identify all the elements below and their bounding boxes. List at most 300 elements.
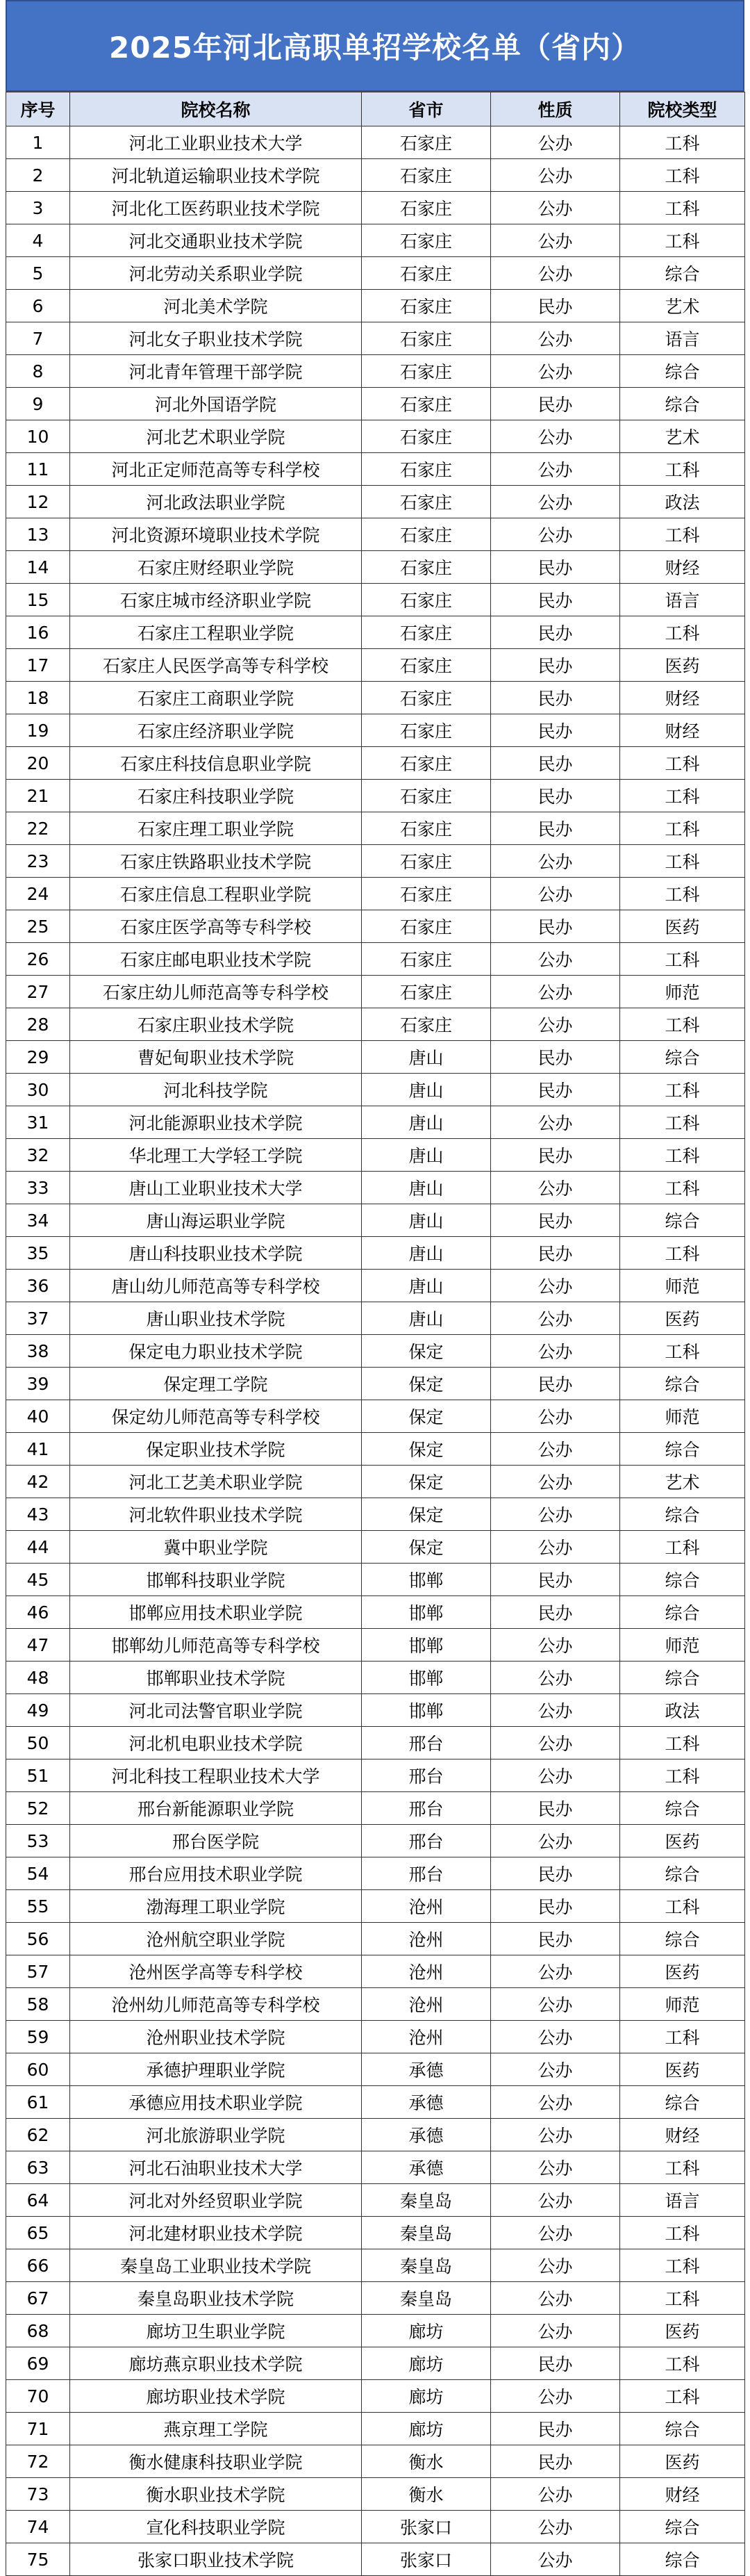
table-row bbox=[6, 1727, 745, 1759]
cell-school-type: 医药 bbox=[620, 1955, 745, 1988]
cell-school-name: 石家庄科技信息职业学院 bbox=[70, 747, 362, 780]
cell-city: 邯郸 bbox=[362, 1564, 491, 1596]
cell-index: 59 bbox=[6, 2021, 70, 2053]
table-row bbox=[6, 1074, 745, 1106]
table-row bbox=[6, 224, 745, 257]
cell-nature: 民办 bbox=[491, 812, 620, 845]
cell-index: 54 bbox=[6, 1857, 70, 1890]
table-row bbox=[6, 1629, 745, 1662]
cell-index: 25 bbox=[6, 910, 70, 943]
cell-school-name: 河北科技学院 bbox=[70, 1074, 362, 1106]
cell-school-name: 石家庄工商职业学院 bbox=[70, 682, 362, 714]
cell-school-type: 综合 bbox=[620, 257, 745, 290]
table-row bbox=[6, 322, 745, 355]
cell-school-type: 工科 bbox=[620, 943, 745, 976]
cell-index: 3 bbox=[6, 192, 70, 224]
cell-school-name: 河北机电职业技术学院 bbox=[70, 1727, 362, 1759]
page-title: 2025年河北高职单招学校名单（省内） bbox=[6, 0, 744, 92]
table-row bbox=[6, 747, 745, 780]
cell-index: 62 bbox=[6, 2119, 70, 2151]
table-row bbox=[6, 486, 745, 518]
cell-school-type: 语言 bbox=[620, 322, 745, 355]
cell-city: 石家庄 bbox=[362, 551, 491, 584]
cell-nature: 公办 bbox=[491, 1498, 620, 1531]
cell-city: 廊坊 bbox=[362, 2380, 491, 2413]
cell-nature: 民办 bbox=[491, 714, 620, 747]
cell-city: 秦皇岛 bbox=[362, 2184, 491, 2217]
cell-school-name: 沧州职业技术学院 bbox=[70, 2021, 362, 2053]
cell-school-type: 语言 bbox=[620, 584, 745, 616]
cell-school-name: 保定理工学院 bbox=[70, 1368, 362, 1400]
cell-city: 石家庄 bbox=[362, 584, 491, 616]
cell-index: 28 bbox=[6, 1008, 70, 1041]
cell-index: 4 bbox=[6, 224, 70, 257]
cell-city: 石家庄 bbox=[362, 682, 491, 714]
header-row bbox=[6, 92, 745, 126]
cell-index: 75 bbox=[6, 2543, 70, 2576]
table-row bbox=[6, 2151, 745, 2184]
cell-school-name: 河北司法警官职业学院 bbox=[70, 1694, 362, 1727]
cell-school-type: 综合 bbox=[620, 1792, 745, 1825]
cell-nature: 公办 bbox=[491, 518, 620, 551]
table-row bbox=[6, 2380, 745, 2413]
cell-index: 53 bbox=[6, 1825, 70, 1857]
table-row bbox=[6, 1596, 745, 1629]
cell-index: 66 bbox=[6, 2249, 70, 2282]
cell-nature: 公办 bbox=[491, 257, 620, 290]
cell-school-name: 承德应用技术职业学院 bbox=[70, 2086, 362, 2119]
cell-nature: 公办 bbox=[491, 1955, 620, 1988]
cell-index: 10 bbox=[6, 420, 70, 453]
cell-city: 邢台 bbox=[362, 1825, 491, 1857]
cell-school-type: 工科 bbox=[620, 2282, 745, 2315]
cell-school-name: 石家庄医学高等专科学校 bbox=[70, 910, 362, 943]
table-row bbox=[6, 2445, 745, 2478]
cell-index: 60 bbox=[6, 2053, 70, 2086]
cell-school-name: 石家庄工程职业学院 bbox=[70, 616, 362, 649]
table-row bbox=[6, 812, 745, 845]
cell-nature: 公办 bbox=[491, 2315, 620, 2347]
cell-index: 34 bbox=[6, 1204, 70, 1237]
cell-school-name: 邢台新能源职业学院 bbox=[70, 1792, 362, 1825]
cell-school-name: 河北劳动关系职业学院 bbox=[70, 257, 362, 290]
cell-index: 44 bbox=[6, 1531, 70, 1564]
cell-city: 邢台 bbox=[362, 1857, 491, 1890]
cell-index: 65 bbox=[6, 2217, 70, 2249]
table-row bbox=[6, 257, 745, 290]
table-row bbox=[6, 1433, 745, 1466]
cell-city: 石家庄 bbox=[362, 420, 491, 453]
cell-nature: 民办 bbox=[491, 747, 620, 780]
table-row bbox=[6, 192, 745, 224]
cell-school-name: 唐山幼儿师范高等专科学校 bbox=[70, 1270, 362, 1302]
cell-city: 沧州 bbox=[362, 1955, 491, 1988]
table-row bbox=[6, 910, 745, 943]
cell-school-name: 河北政法职业学院 bbox=[70, 486, 362, 518]
cell-school-name: 石家庄理工职业学院 bbox=[70, 812, 362, 845]
cell-school-name: 石家庄铁路职业技术学院 bbox=[70, 845, 362, 878]
cell-school-name: 邯郸职业技术学院 bbox=[70, 1662, 362, 1694]
cell-school-name: 承德护理职业学院 bbox=[70, 2053, 362, 2086]
cell-school-name: 保定幼儿师范高等专科学校 bbox=[70, 1400, 362, 1433]
cell-school-type: 工科 bbox=[620, 1106, 745, 1139]
cell-school-name: 唐山海运职业学院 bbox=[70, 1204, 362, 1237]
cell-city: 承德 bbox=[362, 2151, 491, 2184]
table-row bbox=[6, 1564, 745, 1596]
table-row bbox=[6, 453, 745, 486]
cell-city: 石家庄 bbox=[362, 518, 491, 551]
cell-school-type: 综合 bbox=[620, 355, 745, 388]
cell-nature: 民办 bbox=[491, 388, 620, 420]
cell-index: 69 bbox=[6, 2347, 70, 2380]
cell-city: 石家庄 bbox=[362, 812, 491, 845]
cell-nature: 公办 bbox=[491, 1531, 620, 1564]
cell-index: 64 bbox=[6, 2184, 70, 2217]
cell-school-name: 邯郸应用技术职业学院 bbox=[70, 1596, 362, 1629]
cell-index: 74 bbox=[6, 2511, 70, 2543]
cell-city: 唐山 bbox=[362, 1041, 491, 1074]
table-row bbox=[6, 2478, 745, 2511]
cell-school-type: 工科 bbox=[620, 159, 745, 192]
table-row bbox=[6, 649, 745, 682]
cell-index: 14 bbox=[6, 551, 70, 584]
cell-city: 邯郸 bbox=[362, 1694, 491, 1727]
cell-city: 邯郸 bbox=[362, 1596, 491, 1629]
table-row bbox=[6, 2184, 745, 2217]
cell-school-type: 师范 bbox=[620, 1629, 745, 1662]
cell-index: 52 bbox=[6, 1792, 70, 1825]
cell-city: 沧州 bbox=[362, 1988, 491, 2021]
cell-nature: 民办 bbox=[491, 290, 620, 322]
table-row bbox=[6, 943, 745, 976]
cell-nature: 民办 bbox=[491, 1368, 620, 1400]
table-row bbox=[6, 2347, 745, 2380]
cell-nature: 民办 bbox=[491, 1237, 620, 1270]
table-row bbox=[6, 1988, 745, 2021]
cell-school-name: 衡水职业技术学院 bbox=[70, 2478, 362, 2511]
cell-nature: 民办 bbox=[491, 1204, 620, 1237]
cell-school-name: 河北交通职业技术学院 bbox=[70, 224, 362, 257]
table-row bbox=[6, 159, 745, 192]
cell-city: 石家庄 bbox=[362, 192, 491, 224]
cell-school-type: 财经 bbox=[620, 682, 745, 714]
cell-index: 33 bbox=[6, 1172, 70, 1204]
cell-nature: 公办 bbox=[491, 2151, 620, 2184]
cell-city: 邯郸 bbox=[362, 1629, 491, 1662]
cell-city: 石家庄 bbox=[362, 780, 491, 812]
cell-city: 秦皇岛 bbox=[362, 2249, 491, 2282]
cell-city: 衡水 bbox=[362, 2478, 491, 2511]
cell-index: 26 bbox=[6, 943, 70, 976]
cell-school-name: 河北工业职业技术大学 bbox=[70, 126, 362, 159]
cell-nature: 公办 bbox=[491, 878, 620, 910]
cell-nature: 公办 bbox=[491, 2543, 620, 2576]
cell-school-name: 河北美术学院 bbox=[70, 290, 362, 322]
table-row bbox=[6, 2315, 745, 2347]
cell-city: 保定 bbox=[362, 1498, 491, 1531]
cell-index: 73 bbox=[6, 2478, 70, 2511]
cell-city: 石家庄 bbox=[362, 649, 491, 682]
table-row bbox=[6, 1857, 745, 1890]
cell-city: 邢台 bbox=[362, 1759, 491, 1792]
cell-city: 廊坊 bbox=[362, 2315, 491, 2347]
cell-index: 55 bbox=[6, 1890, 70, 1923]
table-row bbox=[6, 1172, 745, 1204]
cell-school-type: 财经 bbox=[620, 551, 745, 584]
table-row bbox=[6, 1531, 745, 1564]
cell-index: 29 bbox=[6, 1041, 70, 1074]
cell-city: 石家庄 bbox=[362, 224, 491, 257]
table-body bbox=[6, 126, 745, 2576]
table-row bbox=[6, 1955, 745, 1988]
cell-nature: 民办 bbox=[491, 1139, 620, 1172]
cell-nature: 公办 bbox=[491, 126, 620, 159]
table-row bbox=[6, 780, 745, 812]
cell-nature: 公办 bbox=[491, 943, 620, 976]
table-row bbox=[6, 1204, 745, 1237]
cell-nature: 公办 bbox=[491, 1433, 620, 1466]
cell-school-type: 工科 bbox=[620, 1139, 745, 1172]
cell-index: 13 bbox=[6, 518, 70, 551]
cell-index: 12 bbox=[6, 486, 70, 518]
cell-city: 唐山 bbox=[362, 1172, 491, 1204]
cell-city: 石家庄 bbox=[362, 257, 491, 290]
cell-nature: 公办 bbox=[491, 486, 620, 518]
cell-school-name: 石家庄人民医学高等专科学校 bbox=[70, 649, 362, 682]
cell-nature: 公办 bbox=[491, 2217, 620, 2249]
cell-school-name: 宣化科技职业学院 bbox=[70, 2511, 362, 2543]
table-row bbox=[6, 2511, 745, 2543]
cell-school-name: 邢台应用技术职业学院 bbox=[70, 1857, 362, 1890]
table-row bbox=[6, 1106, 745, 1139]
cell-school-name: 燕京理工学院 bbox=[70, 2413, 362, 2445]
table-row bbox=[6, 2053, 745, 2086]
cell-city: 邯郸 bbox=[362, 1662, 491, 1694]
cell-school-type: 财经 bbox=[620, 714, 745, 747]
cell-school-type: 师范 bbox=[620, 1400, 745, 1433]
cell-school-type: 语言 bbox=[620, 2184, 745, 2217]
cell-index: 50 bbox=[6, 1727, 70, 1759]
table-row bbox=[6, 616, 745, 649]
cell-school-type: 工科 bbox=[620, 2380, 745, 2413]
cell-nature: 公办 bbox=[491, 1172, 620, 1204]
cell-school-name: 河北轨道运输职业技术学院 bbox=[70, 159, 362, 192]
cell-school-name: 曹妃甸职业技术学院 bbox=[70, 1041, 362, 1074]
table-row bbox=[6, 1759, 745, 1792]
cell-school-type: 医药 bbox=[620, 649, 745, 682]
header-nature: 性质 bbox=[491, 92, 620, 126]
cell-school-type: 综合 bbox=[620, 1041, 745, 1074]
cell-city: 保定 bbox=[362, 1433, 491, 1466]
cell-city: 邢台 bbox=[362, 1727, 491, 1759]
cell-index: 56 bbox=[6, 1923, 70, 1955]
cell-nature: 公办 bbox=[491, 1988, 620, 2021]
cell-nature: 公办 bbox=[491, 1759, 620, 1792]
table-row bbox=[6, 126, 745, 159]
cell-school-name: 保定职业技术学院 bbox=[70, 1433, 362, 1466]
cell-school-name: 河北正定师范高等专科学校 bbox=[70, 453, 362, 486]
cell-school-name: 华北理工大学轻工学院 bbox=[70, 1139, 362, 1172]
cell-nature: 民办 bbox=[491, 682, 620, 714]
cell-nature: 公办 bbox=[491, 322, 620, 355]
cell-school-type: 政法 bbox=[620, 1694, 745, 1727]
cell-nature: 民办 bbox=[491, 1857, 620, 1890]
table-row bbox=[6, 1923, 745, 1955]
cell-index: 38 bbox=[6, 1335, 70, 1368]
table-row bbox=[6, 1792, 745, 1825]
cell-school-name: 石家庄经济职业学院 bbox=[70, 714, 362, 747]
cell-school-type: 医药 bbox=[620, 1302, 745, 1335]
cell-city: 唐山 bbox=[362, 1237, 491, 1270]
cell-school-type: 工科 bbox=[620, 1008, 745, 1041]
cell-nature: 公办 bbox=[491, 1302, 620, 1335]
table-row bbox=[6, 878, 745, 910]
cell-nature: 民办 bbox=[491, 1074, 620, 1106]
cell-school-type: 综合 bbox=[620, 1923, 745, 1955]
cell-school-type: 综合 bbox=[620, 1204, 745, 1237]
cell-school-name: 唐山工业职业技术大学 bbox=[70, 1172, 362, 1204]
cell-school-name: 河北化工医药职业技术学院 bbox=[70, 192, 362, 224]
cell-nature: 民办 bbox=[491, 1564, 620, 1596]
table-row bbox=[6, 2021, 745, 2053]
cell-index: 19 bbox=[6, 714, 70, 747]
cell-city: 保定 bbox=[362, 1335, 491, 1368]
cell-school-type: 医药 bbox=[620, 1825, 745, 1857]
cell-index: 46 bbox=[6, 1596, 70, 1629]
cell-nature: 公办 bbox=[491, 1335, 620, 1368]
cell-index: 2 bbox=[6, 159, 70, 192]
cell-index: 37 bbox=[6, 1302, 70, 1335]
table-row bbox=[6, 2543, 745, 2576]
cell-school-type: 综合 bbox=[620, 1564, 745, 1596]
cell-school-type: 艺术 bbox=[620, 420, 745, 453]
cell-nature: 公办 bbox=[491, 1466, 620, 1498]
cell-school-name: 河北软件职业技术学院 bbox=[70, 1498, 362, 1531]
cell-city: 廊坊 bbox=[362, 2347, 491, 2380]
cell-school-type: 工科 bbox=[620, 2021, 745, 2053]
cell-school-type: 工科 bbox=[620, 747, 745, 780]
cell-index: 58 bbox=[6, 1988, 70, 2021]
cell-nature: 民办 bbox=[491, 1923, 620, 1955]
cell-nature: 公办 bbox=[491, 1270, 620, 1302]
cell-nature: 民办 bbox=[491, 649, 620, 682]
cell-nature: 公办 bbox=[491, 1106, 620, 1139]
cell-school-type: 工科 bbox=[620, 2217, 745, 2249]
cell-school-type: 工科 bbox=[620, 192, 745, 224]
cell-index: 5 bbox=[6, 257, 70, 290]
cell-school-type: 工科 bbox=[620, 2249, 745, 2282]
table-row bbox=[6, 682, 745, 714]
cell-nature: 公办 bbox=[491, 1400, 620, 1433]
cell-city: 唐山 bbox=[362, 1270, 491, 1302]
cell-city: 石家庄 bbox=[362, 943, 491, 976]
cell-index: 15 bbox=[6, 584, 70, 616]
cell-nature: 公办 bbox=[491, 2086, 620, 2119]
cell-index: 41 bbox=[6, 1433, 70, 1466]
cell-nature: 公办 bbox=[491, 2119, 620, 2151]
cell-city: 保定 bbox=[362, 1368, 491, 1400]
cell-school-type: 工科 bbox=[620, 1727, 745, 1759]
cell-index: 63 bbox=[6, 2151, 70, 2184]
cell-index: 70 bbox=[6, 2380, 70, 2413]
table-row bbox=[6, 1400, 745, 1433]
cell-school-name: 廊坊燕京职业技术学院 bbox=[70, 2347, 362, 2380]
cell-index: 7 bbox=[6, 322, 70, 355]
table-row bbox=[6, 355, 745, 388]
cell-city: 沧州 bbox=[362, 1923, 491, 1955]
cell-school-name: 河北青年管理干部学院 bbox=[70, 355, 362, 388]
cell-school-name: 沧州幼儿师范高等专科学校 bbox=[70, 1988, 362, 2021]
cell-school-type: 综合 bbox=[620, 1498, 745, 1531]
table-row bbox=[6, 584, 745, 616]
cell-school-type: 医药 bbox=[620, 2315, 745, 2347]
cell-school-name: 石家庄科技职业学院 bbox=[70, 780, 362, 812]
cell-index: 61 bbox=[6, 2086, 70, 2119]
cell-city: 石家庄 bbox=[362, 714, 491, 747]
cell-school-name: 石家庄财经职业学院 bbox=[70, 551, 362, 584]
cell-nature: 公办 bbox=[491, 976, 620, 1008]
table-row bbox=[6, 2249, 745, 2282]
cell-school-type: 师范 bbox=[620, 1988, 745, 2021]
cell-nature: 公办 bbox=[491, 1694, 620, 1727]
cell-index: 22 bbox=[6, 812, 70, 845]
cell-city: 唐山 bbox=[362, 1302, 491, 1335]
cell-school-name: 河北建材职业技术学院 bbox=[70, 2217, 362, 2249]
cell-school-type: 综合 bbox=[620, 2511, 745, 2543]
table-row bbox=[6, 290, 745, 322]
cell-index: 43 bbox=[6, 1498, 70, 1531]
cell-index: 39 bbox=[6, 1368, 70, 1400]
table-row bbox=[6, 2413, 745, 2445]
table-row bbox=[6, 2086, 745, 2119]
cell-city: 承德 bbox=[362, 2119, 491, 2151]
cell-index: 1 bbox=[6, 126, 70, 159]
cell-school-name: 石家庄幼儿师范高等专科学校 bbox=[70, 976, 362, 1008]
cell-nature: 公办 bbox=[491, 192, 620, 224]
cell-nature: 公办 bbox=[491, 453, 620, 486]
cell-nature: 民办 bbox=[491, 2445, 620, 2478]
cell-nature: 公办 bbox=[491, 2511, 620, 2543]
cell-school-type: 综合 bbox=[620, 1368, 745, 1400]
cell-nature: 民办 bbox=[491, 584, 620, 616]
cell-city: 张家口 bbox=[362, 2511, 491, 2543]
cell-nature: 民办 bbox=[491, 1596, 620, 1629]
cell-school-name: 石家庄信息工程职业学院 bbox=[70, 878, 362, 910]
table-row bbox=[6, 2282, 745, 2315]
cell-city: 石家庄 bbox=[362, 845, 491, 878]
cell-school-type: 工科 bbox=[620, 780, 745, 812]
cell-school-name: 河北科技工程职业技术大学 bbox=[70, 1759, 362, 1792]
cell-school-name: 河北女子职业技术学院 bbox=[70, 322, 362, 355]
cell-school-type: 工科 bbox=[620, 1531, 745, 1564]
header-index: 序号 bbox=[6, 92, 70, 126]
cell-index: 48 bbox=[6, 1662, 70, 1694]
cell-city: 石家庄 bbox=[362, 878, 491, 910]
cell-school-name: 唐山职业技术学院 bbox=[70, 1302, 362, 1335]
cell-nature: 民办 bbox=[491, 1890, 620, 1923]
cell-school-name: 张家口职业技术学院 bbox=[70, 2543, 362, 2576]
cell-city: 石家庄 bbox=[362, 126, 491, 159]
cell-school-name: 邯郸科技职业学院 bbox=[70, 1564, 362, 1596]
cell-city: 保定 bbox=[362, 1531, 491, 1564]
cell-nature: 公办 bbox=[491, 2380, 620, 2413]
cell-school-type: 工科 bbox=[620, 518, 745, 551]
cell-school-name: 河北工艺美术职业学院 bbox=[70, 1466, 362, 1498]
cell-school-type: 综合 bbox=[620, 2413, 745, 2445]
cell-school-name: 河北旅游职业学院 bbox=[70, 2119, 362, 2151]
cell-school-type: 综合 bbox=[620, 1433, 745, 1466]
table-row bbox=[6, 420, 745, 453]
